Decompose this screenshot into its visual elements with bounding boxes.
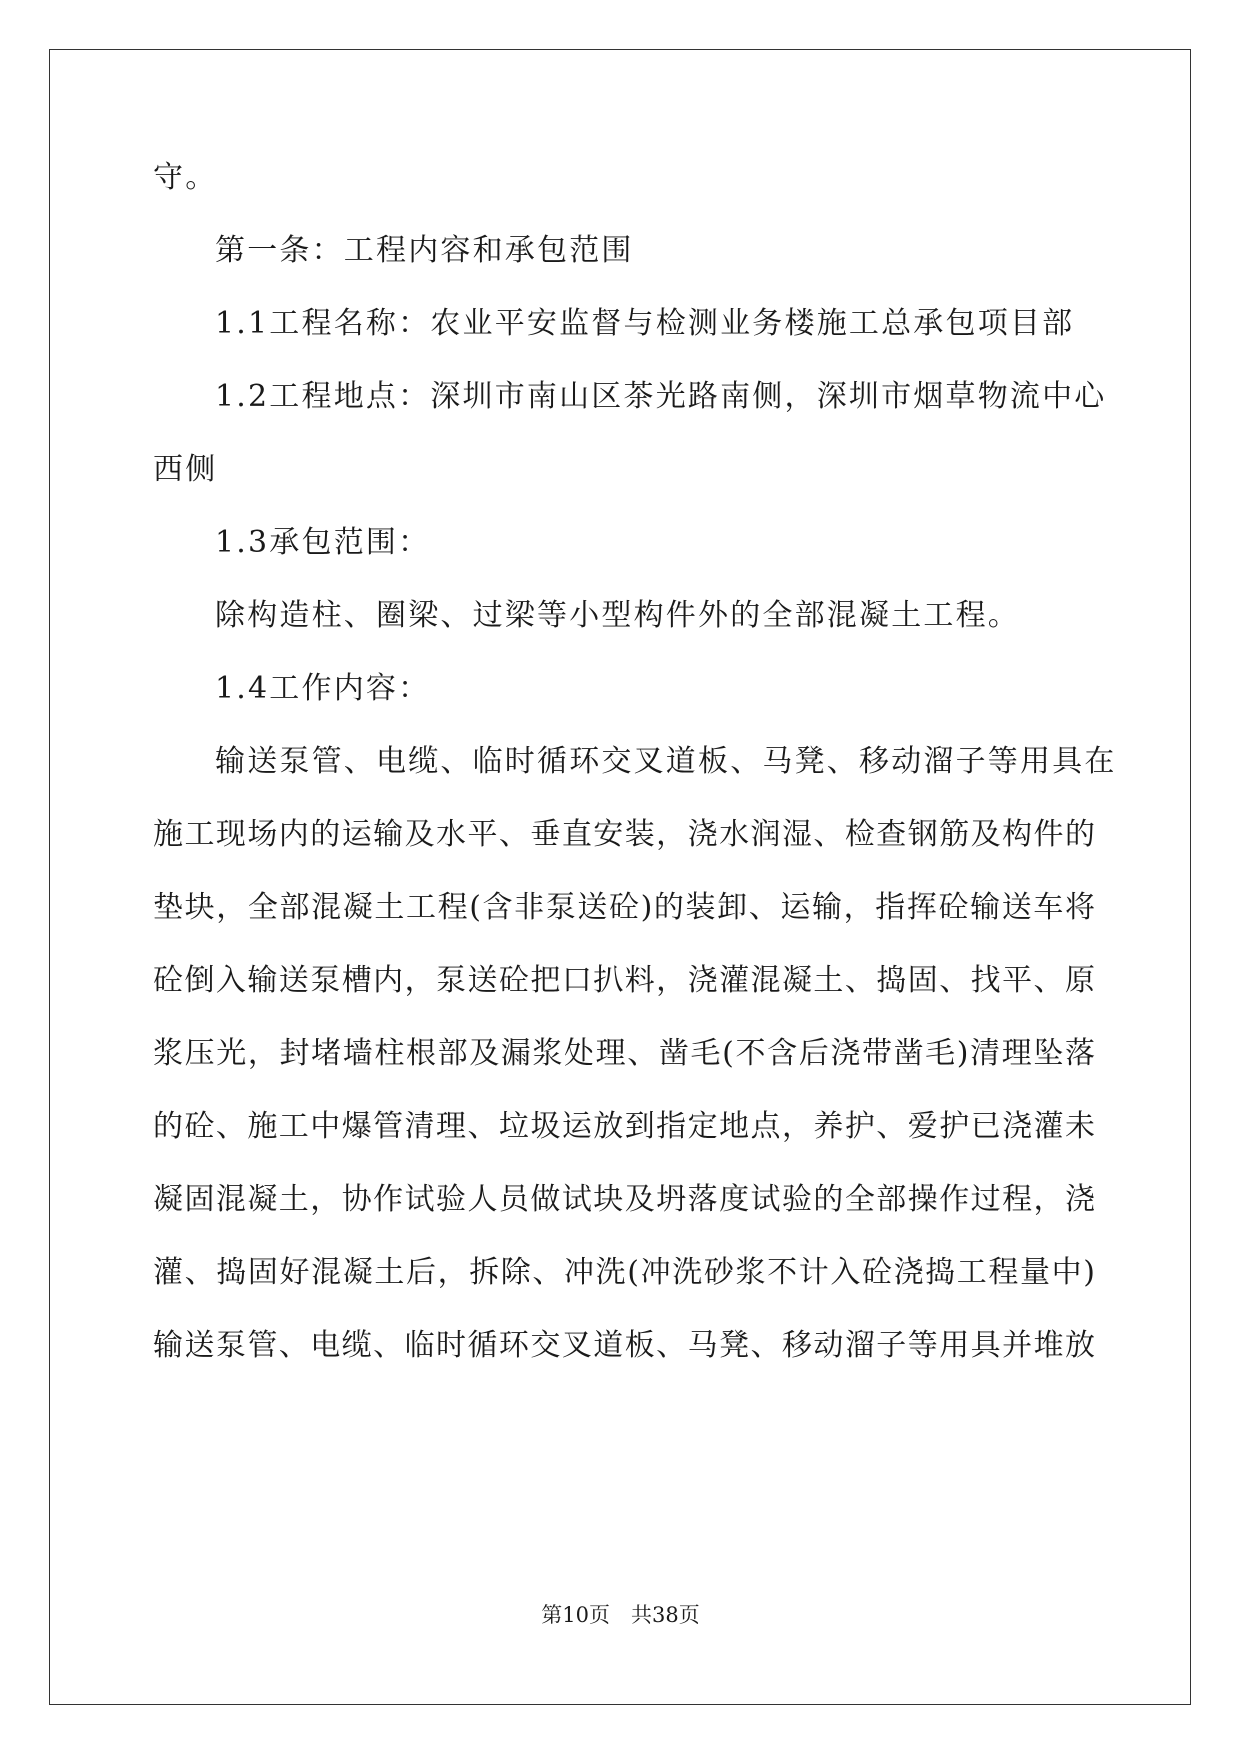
text-line: 守。 <box>153 160 218 195</box>
text-line: 1.4工作内容： <box>215 671 431 706</box>
text-line: 的砼、施工中爆管清理、垃圾运放到指定地点，养护、爱护已浇灌未 <box>153 1109 1095 1144</box>
text-line: 西侧 <box>153 452 218 487</box>
text-line: 施工现场内的运输及水平、垂直安装，浇水润湿、检查钢筋及构件的 <box>153 817 1095 852</box>
text-line: 除构造柱、圈梁、过梁等小型构件外的全部混凝土工程。 <box>215 598 1020 633</box>
page-number: 第10页 共38页 <box>541 1603 700 1627</box>
page-border <box>49 49 1191 1705</box>
text-line: 输送泵管、电缆、临时循环交叉道板、马凳、移动溜子等用具并堆放 <box>153 1328 1095 1363</box>
page-footer <box>0 1601 1241 1629</box>
text-line: 垫块，全部混凝土工程(含非泵送砼)的装卸、运输，指挥砼输送车将 <box>153 890 1095 925</box>
text-line: 输送泵管、电缆、临时循环交叉道板、马凳、移动溜子等用具在 <box>215 744 1117 779</box>
text-line: 1.2工程地点：深圳市南山区茶光路南侧，深圳市烟草物流中心 <box>215 379 1107 414</box>
text-line: 1.1工程名称：农业平安监督与检测业务楼施工总承包项目部 <box>215 306 1075 341</box>
text-line: 灌、捣固好混凝土后，拆除、冲洗(冲洗砂浆不计入砼浇捣工程量中) <box>153 1255 1095 1290</box>
text-line: 凝固混凝土，协作试验人员做试块及坍落度试验的全部操作过程，浇 <box>153 1182 1095 1217</box>
text-line: 1.3承包范围： <box>215 525 431 560</box>
text-line: 砼倒入输送泵槽内，泵送砼把口扒料，浇灌混凝土、捣固、找平、原 <box>153 963 1095 998</box>
section-heading: 第一条：工程内容和承包范围 <box>215 233 634 268</box>
text-line: 浆压光，封堵墙柱根部及漏浆处理、凿毛(不含后浇带凿毛)清理坠落 <box>153 1036 1095 1071</box>
